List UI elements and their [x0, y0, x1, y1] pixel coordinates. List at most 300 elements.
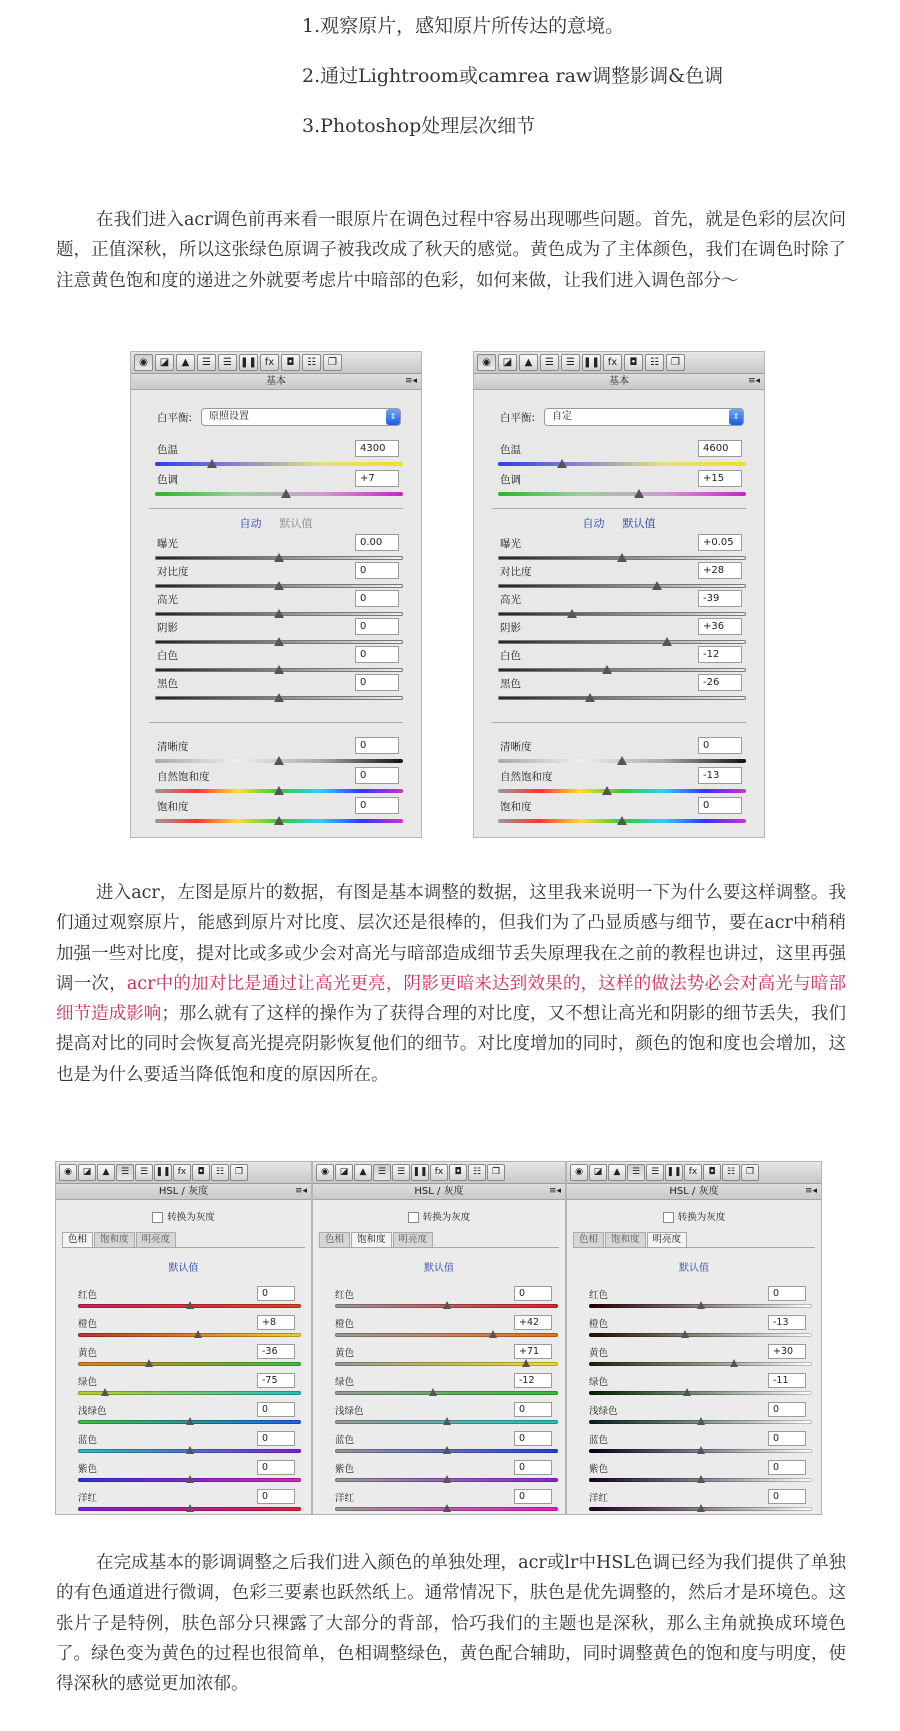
white-balance-select[interactable]	[544, 408, 744, 426]
magenta-slider[interactable]	[78, 1490, 301, 1515]
hsl-panel-luminance	[566, 1161, 822, 1515]
clarity-label: 清晰度	[500, 741, 532, 753]
fx-icon[interactable]: fx	[603, 354, 622, 371]
tab-saturation[interactable]: 饱和度	[94, 1232, 135, 1247]
temperature-slider[interactable]	[155, 442, 403, 472]
tint-label: 色调	[500, 474, 521, 486]
shadows-label: 阴影	[500, 622, 521, 634]
step-1: 1.观察原片，感知原片所传达的意境。	[302, 15, 625, 37]
purple-value-input[interactable]: 0	[257, 1460, 295, 1475]
green-thumb[interactable]	[429, 1388, 437, 1396]
green-value-input[interactable]: -11	[768, 1373, 806, 1388]
tint-track[interactable]	[498, 492, 746, 496]
hsl-tabs	[319, 1232, 559, 1248]
snapshots-icon[interactable]: ❐	[230, 1164, 248, 1181]
green-slider[interactable]	[589, 1374, 812, 1403]
vibrance-value-input[interactable]: -13	[698, 767, 742, 784]
aqua-label: 浅绿色	[589, 1406, 618, 1417]
highlights-label: 高光	[500, 594, 521, 606]
contrast-highlight-text: acr中的加对比是通过让高光更亮，阴影更暗来达到效果的，这样的做法势必会对高光与暗部细节造成影响	[56, 973, 846, 1025]
highlights-track[interactable]	[498, 612, 746, 616]
detail-icon[interactable]: ▲	[608, 1164, 626, 1181]
hsl-icon[interactable]: ☰	[627, 1164, 645, 1181]
exposure-value-input[interactable]: 0.00	[355, 534, 399, 551]
tone-curve-icon[interactable]: ◪	[78, 1164, 96, 1181]
exposure-label: 曝光	[500, 538, 521, 550]
green-slider[interactable]	[335, 1374, 558, 1403]
shadows-value-input[interactable]: 0	[355, 618, 399, 635]
highlights-thumb[interactable]	[567, 609, 577, 618]
white-balance-row	[500, 408, 744, 426]
red-value-input[interactable]: 0	[768, 1286, 806, 1301]
aperture-icon[interactable]: ◉	[316, 1164, 334, 1181]
blue-thumb[interactable]	[697, 1446, 705, 1454]
green-track[interactable]	[78, 1391, 301, 1395]
purple-value-input[interactable]: 0	[514, 1460, 552, 1475]
yellow-value-input[interactable]: -36	[257, 1344, 295, 1359]
temperature-label: 色温	[157, 444, 178, 456]
shadows-value-input[interactable]: +36	[698, 618, 742, 635]
tint-thumb[interactable]	[634, 489, 644, 498]
saturation-label: 饱和度	[157, 801, 189, 813]
lens-icon[interactable]: ❚❚	[665, 1164, 683, 1181]
saturation-value-input[interactable]: 0	[698, 797, 742, 814]
tab-saturation[interactable]: 饱和度	[351, 1232, 392, 1247]
saturation-label: 饱和度	[500, 801, 532, 813]
green-track[interactable]	[589, 1391, 812, 1395]
orange-value-input[interactable]: -13	[768, 1315, 806, 1330]
temperature-thumb[interactable]	[557, 459, 567, 468]
clarity-value-input[interactable]: 0	[355, 737, 399, 754]
exposure-thumb[interactable]	[617, 553, 627, 562]
tint-thumb[interactable]	[281, 489, 291, 498]
orange-slider[interactable]	[335, 1316, 558, 1345]
magenta-slider[interactable]	[335, 1490, 558, 1515]
convert-grayscale-checkbox[interactable]	[313, 1209, 565, 1223]
blacks-slider[interactable]	[498, 676, 746, 706]
blue-slider[interactable]	[589, 1432, 812, 1461]
split-toning-icon[interactable]: ☰	[218, 354, 237, 371]
camera-calibration-icon[interactable]: ◘	[624, 354, 643, 371]
saturation-slider[interactable]	[155, 799, 403, 829]
red-value-input[interactable]: 0	[257, 1286, 295, 1301]
contrast-label: 对比度	[157, 566, 189, 578]
orange-thumb[interactable]	[681, 1330, 689, 1338]
whites-thumb[interactable]	[274, 665, 284, 674]
clarity-value-input[interactable]: 0	[698, 737, 742, 754]
panel-title	[474, 374, 764, 390]
step-2: 2.通过Lightroom或camrea raw调整影调&色调	[302, 65, 724, 87]
aqua-label: 浅绿色	[78, 1406, 107, 1417]
acr-basic-panel-original	[130, 351, 422, 838]
orange-thumb[interactable]	[489, 1330, 497, 1338]
green-track[interactable]	[335, 1391, 558, 1395]
blacks-thumb[interactable]	[274, 693, 284, 702]
orange-value-input[interactable]: +42	[514, 1315, 552, 1330]
vibrance-thumb[interactable]	[602, 786, 612, 795]
yellow-slider[interactable]	[589, 1345, 812, 1374]
blacks-value-input[interactable]: 0	[355, 674, 399, 691]
magenta-thumb[interactable]	[186, 1504, 194, 1512]
clarity-slider[interactable]	[498, 739, 746, 769]
aqua-thumb[interactable]	[443, 1417, 451, 1425]
contrast-paragraph	[56, 878, 846, 1090]
orange-label: 橙色	[589, 1319, 609, 1330]
red-slider[interactable]	[335, 1287, 558, 1316]
highlights-thumb[interactable]	[274, 609, 284, 618]
hsl-icon[interactable]: ☰	[540, 354, 559, 371]
temperature-value-input[interactable]: 4600	[698, 440, 742, 457]
green-thumb[interactable]	[101, 1388, 109, 1396]
aqua-value-input[interactable]: 0	[257, 1402, 295, 1417]
panel-title-text: HSL / 灰度	[158, 1186, 209, 1197]
contrast-track[interactable]	[498, 584, 746, 588]
lens-icon[interactable]: ❚❚	[154, 1164, 172, 1181]
blacks-slider[interactable]	[155, 676, 403, 706]
convert-grayscale-checkbox[interactable]	[56, 1209, 311, 1223]
blacks-label: 黑色	[157, 678, 178, 690]
contrast-text-a: 进入acr，左图是原片的数据，有图是基本调整的数据，这里我来说明一下为什么要这样调整。我们通过观察原片，能感到原片对比度、层次还是很棒的，但我们为了凸显质感与细节，要在acr中稍稍加强一些对比度，提对比或多或少会对高光与暗部造成细节丢失原理我在之前的教程也讲过，这里再强调一次，	[56, 883, 846, 994]
purple-value-input[interactable]: 0	[768, 1460, 806, 1475]
tab-luminance[interactable]: 明亮度	[136, 1232, 177, 1247]
temperature-slider[interactable]	[498, 442, 746, 472]
yellow-track[interactable]	[589, 1362, 812, 1366]
lens-icon[interactable]: ❚❚	[582, 354, 601, 371]
snapshots-icon[interactable]: ❐	[666, 354, 685, 371]
vibrance-label: 自然饱和度	[500, 771, 553, 783]
hsl-panel-hue	[55, 1161, 312, 1515]
tint-value-input[interactable]: +7	[355, 470, 399, 487]
split-toning-icon[interactable]: ☰	[135, 1164, 153, 1181]
panel-title	[313, 1184, 565, 1200]
saturation-slider[interactable]	[498, 799, 746, 829]
purple-thumb[interactable]	[697, 1475, 705, 1483]
magenta-value-input[interactable]: 0	[514, 1489, 552, 1504]
presets-icon[interactable]: ☷	[302, 354, 321, 371]
exposure-thumb[interactable]	[274, 553, 284, 562]
red-thumb[interactable]	[186, 1301, 194, 1309]
panel-menu-icon[interactable]: ≡◂	[404, 376, 417, 386]
temperature-track[interactable]	[498, 462, 746, 466]
lens-icon[interactable]: ❚❚	[239, 354, 258, 371]
aqua-value-input[interactable]: 0	[768, 1402, 806, 1417]
orange-thumb[interactable]	[194, 1330, 202, 1338]
purple-thumb[interactable]	[186, 1475, 194, 1483]
magenta-thumb[interactable]	[697, 1504, 705, 1512]
highlights-value-input[interactable]: -39	[698, 590, 742, 607]
yellow-thumb[interactable]	[145, 1359, 153, 1367]
hsl-icon[interactable]: ☰	[197, 354, 216, 371]
whites-value-input[interactable]: 0	[355, 646, 399, 663]
yellow-slider[interactable]	[78, 1345, 301, 1374]
panel-toolbar	[567, 1162, 821, 1184]
aqua-slider[interactable]	[589, 1403, 812, 1432]
convert-grayscale-checkbox[interactable]	[567, 1209, 821, 1223]
aqua-slider[interactable]	[335, 1403, 558, 1432]
presets-icon[interactable]: ☷	[722, 1164, 740, 1181]
purple-thumb[interactable]	[443, 1475, 451, 1483]
shadows-track[interactable]	[498, 640, 746, 644]
yellow-thumb[interactable]	[522, 1359, 530, 1367]
blue-slider[interactable]	[78, 1432, 301, 1461]
blue-value-input[interactable]: 0	[514, 1431, 552, 1446]
panel-menu-icon[interactable]: ≡◂	[548, 1186, 561, 1196]
magenta-value-input[interactable]: 0	[257, 1489, 295, 1504]
aperture-icon[interactable]: ◉	[570, 1164, 588, 1181]
temperature-thumb[interactable]	[207, 459, 217, 468]
split-toning-icon[interactable]: ☰	[561, 354, 580, 371]
panel-title	[567, 1184, 821, 1200]
tint-slider[interactable]	[498, 472, 746, 502]
tint-value-input[interactable]: +15	[698, 470, 742, 487]
chevron-updown-icon: ⇕	[386, 409, 400, 425]
yellow-thumb[interactable]	[730, 1359, 738, 1367]
default-button[interactable]: 默认值	[622, 517, 656, 530]
vibrance-slider[interactable]	[498, 769, 746, 799]
purple-slider[interactable]	[335, 1461, 558, 1490]
panel-menu-icon[interactable]: ≡◂	[294, 1186, 307, 1196]
contrast-label: 对比度	[500, 566, 532, 578]
checkbox-box[interactable]	[663, 1212, 674, 1223]
aperture-icon[interactable]: ◉	[59, 1164, 77, 1181]
tint-slider[interactable]	[155, 472, 403, 502]
camera-calibration-icon[interactable]: ◘	[192, 1164, 210, 1181]
default-button[interactable]: 默认值	[279, 517, 313, 530]
panel-title-text: 基本	[266, 376, 286, 387]
exposure-value-input[interactable]: +0.05	[698, 534, 742, 551]
contrast-thumb[interactable]	[274, 581, 284, 590]
tone-curve-icon[interactable]: ◪	[335, 1164, 353, 1181]
red-thumb[interactable]	[443, 1301, 451, 1309]
hsl-icon[interactable]: ☰	[116, 1164, 134, 1181]
section-divider	[492, 722, 746, 723]
aperture-icon[interactable]: ◉	[134, 354, 153, 371]
aqua-thumb[interactable]	[186, 1417, 194, 1425]
orange-label: 橙色	[335, 1319, 355, 1330]
panel-menu-icon[interactable]: ≡◂	[804, 1186, 817, 1196]
auto-default-row	[131, 515, 421, 531]
checkbox-box[interactable]	[408, 1212, 419, 1223]
magenta-slider[interactable]	[589, 1490, 812, 1515]
shadows-label: 阴影	[157, 622, 178, 634]
green-value-input[interactable]: -75	[257, 1373, 295, 1388]
temperature-label: 色温	[500, 444, 521, 456]
yellow-value-input[interactable]: +71	[514, 1344, 552, 1359]
clarity-thumb[interactable]	[274, 756, 284, 765]
purple-label: 紫色	[589, 1464, 609, 1475]
chevron-updown-icon: ⇕	[729, 409, 743, 425]
auto-default-row	[474, 515, 764, 531]
yellow-slider[interactable]	[335, 1345, 558, 1374]
section-divider	[149, 508, 403, 509]
exposure-label: 曝光	[157, 538, 178, 550]
yellow-label: 黄色	[78, 1348, 98, 1359]
fx-icon[interactable]: fx	[430, 1164, 448, 1181]
vibrance-slider[interactable]	[155, 769, 403, 799]
shadows-thumb[interactable]	[274, 637, 284, 646]
aqua-thumb[interactable]	[697, 1417, 705, 1425]
temperature-value-input[interactable]: 4300	[355, 440, 399, 457]
default-button[interactable]: 默认值	[679, 1263, 709, 1274]
orange-track[interactable]	[589, 1333, 812, 1337]
purple-slider[interactable]	[589, 1461, 812, 1490]
tab-hue[interactable]: 色相	[62, 1232, 93, 1247]
panel-menu-icon[interactable]: ≡◂	[747, 376, 760, 386]
blue-value-input[interactable]: 0	[768, 1431, 806, 1446]
section-divider	[492, 508, 746, 509]
blacks-thumb[interactable]	[585, 693, 595, 702]
orange-slider[interactable]	[589, 1316, 812, 1345]
whites-track[interactable]	[498, 668, 746, 672]
white-balance-select[interactable]	[201, 408, 401, 426]
magenta-label: 洋红	[589, 1493, 609, 1504]
vibrance-thumb[interactable]	[274, 786, 284, 795]
split-toning-icon[interactable]: ☰	[646, 1164, 664, 1181]
white-balance-row	[157, 408, 401, 426]
white-balance-value: 原照设置	[209, 411, 249, 422]
whites-value-input[interactable]: -12	[698, 646, 742, 663]
clarity-slider[interactable]	[155, 739, 403, 769]
camera-calibration-icon[interactable]: ◘	[449, 1164, 467, 1181]
temperature-track[interactable]	[155, 462, 403, 466]
green-label: 绿色	[78, 1377, 98, 1388]
saturation-value-input[interactable]: 0	[355, 797, 399, 814]
snapshots-icon[interactable]: ❐	[323, 354, 342, 371]
aqua-value-input[interactable]: 0	[514, 1402, 552, 1417]
blue-thumb[interactable]	[186, 1446, 194, 1454]
tab-saturation[interactable]: 饱和度	[605, 1232, 646, 1247]
magenta-label: 洋红	[335, 1493, 355, 1504]
highlights-value-input[interactable]: 0	[355, 590, 399, 607]
saturation-thumb[interactable]	[274, 816, 284, 825]
snapshots-icon[interactable]: ❐	[487, 1164, 505, 1181]
aqua-slider[interactable]	[78, 1403, 301, 1432]
panel-title-text: HSL / 灰度	[414, 1186, 464, 1197]
highlights-label: 高光	[157, 594, 178, 606]
presets-icon[interactable]: ☷	[645, 354, 664, 371]
red-value-input[interactable]: 0	[514, 1286, 552, 1301]
tab-hue[interactable]: 色相	[319, 1232, 350, 1247]
detail-icon[interactable]: ▲	[354, 1164, 372, 1181]
blacks-value-input[interactable]: -26	[698, 674, 742, 691]
camera-calibration-icon[interactable]: ◘	[281, 354, 300, 371]
steps-list	[302, 14, 723, 164]
fx-icon[interactable]: fx	[684, 1164, 702, 1181]
contrast-value-input[interactable]: 0	[355, 562, 399, 579]
blue-slider[interactable]	[335, 1432, 558, 1461]
blacks-label: 黑色	[500, 678, 521, 690]
orange-track[interactable]	[335, 1333, 558, 1337]
purple-label: 紫色	[78, 1464, 98, 1475]
auto-button[interactable]: 自动	[239, 517, 262, 530]
contrast-thumb[interactable]	[652, 581, 662, 590]
convert-grayscale-label: 转换为灰度	[677, 1212, 726, 1223]
magenta-value-input[interactable]: 0	[768, 1489, 806, 1504]
whites-thumb[interactable]	[602, 665, 612, 674]
vibrance-value-input[interactable]: 0	[355, 767, 399, 784]
panel-title	[131, 374, 421, 390]
blacks-track[interactable]	[498, 696, 746, 700]
auto-button[interactable]: 自动	[582, 517, 605, 530]
tone-curve-icon[interactable]: ◪	[589, 1164, 607, 1181]
green-label: 绿色	[335, 1377, 355, 1388]
presets-icon[interactable]: ☷	[211, 1164, 229, 1181]
detail-icon[interactable]: ▲	[519, 354, 538, 371]
orange-value-input[interactable]: +8	[257, 1315, 295, 1330]
panel-title-text: 基本	[609, 376, 629, 387]
yellow-value-input[interactable]: +30	[768, 1344, 806, 1359]
tab-luminance[interactable]: 明亮度	[647, 1232, 688, 1247]
hsl-icon[interactable]: ☰	[373, 1164, 391, 1181]
red-label: 红色	[78, 1290, 98, 1301]
hsl-tabs	[62, 1232, 305, 1248]
shadows-thumb[interactable]	[662, 637, 672, 646]
tone-curve-icon[interactable]: ◪	[498, 354, 517, 371]
checkbox-box[interactable]	[152, 1212, 163, 1223]
orange-track[interactable]	[78, 1333, 301, 1337]
red-slider[interactable]	[589, 1287, 812, 1316]
red-thumb[interactable]	[697, 1301, 705, 1309]
blue-label: 蓝色	[589, 1435, 609, 1446]
saturation-thumb[interactable]	[617, 816, 627, 825]
split-toning-icon[interactable]: ☰	[392, 1164, 410, 1181]
purple-slider[interactable]	[78, 1461, 301, 1490]
orange-slider[interactable]	[78, 1316, 301, 1345]
presets-icon[interactable]: ☷	[468, 1164, 486, 1181]
magenta-thumb[interactable]	[443, 1504, 451, 1512]
yellow-track[interactable]	[78, 1362, 301, 1366]
tab-luminance[interactable]: 明亮度	[393, 1232, 434, 1247]
green-value-input[interactable]: -12	[514, 1373, 552, 1388]
detail-icon[interactable]: ▲	[176, 354, 195, 371]
magenta-label: 洋红	[78, 1493, 98, 1504]
fx-icon[interactable]: fx	[260, 354, 279, 371]
fx-icon[interactable]: fx	[173, 1164, 191, 1181]
white-balance-value: 自定	[552, 411, 572, 422]
blue-thumb[interactable]	[443, 1446, 451, 1454]
snapshots-icon[interactable]: ❐	[741, 1164, 759, 1181]
purple-label: 紫色	[335, 1464, 355, 1475]
lens-icon[interactable]: ❚❚	[411, 1164, 429, 1181]
clarity-thumb[interactable]	[617, 756, 627, 765]
camera-calibration-icon[interactable]: ◘	[703, 1164, 721, 1181]
section-divider	[149, 722, 403, 723]
panel-toolbar	[131, 352, 421, 374]
detail-icon[interactable]: ▲	[97, 1164, 115, 1181]
panel-toolbar	[313, 1162, 565, 1184]
vibrance-track[interactable]	[498, 789, 746, 793]
tone-curve-icon[interactable]: ◪	[155, 354, 174, 371]
green-thumb[interactable]	[683, 1388, 691, 1396]
tint-track[interactable]	[155, 492, 403, 496]
whites-label: 白色	[500, 650, 521, 662]
default-button[interactable]: 默认值	[424, 1263, 454, 1274]
acr-basic-panel-adjusted	[473, 351, 765, 838]
white-balance-label: 白平衡:	[500, 412, 536, 424]
default-button[interactable]: 默认值	[168, 1263, 199, 1274]
contrast-value-input[interactable]: +28	[698, 562, 742, 579]
blue-value-input[interactable]: 0	[257, 1431, 295, 1446]
red-slider[interactable]	[78, 1287, 301, 1316]
green-slider[interactable]	[78, 1374, 301, 1403]
orange-label: 橙色	[78, 1319, 98, 1330]
tab-hue[interactable]: 色相	[573, 1232, 604, 1247]
blue-label: 蓝色	[78, 1435, 98, 1446]
aperture-icon[interactable]: ◉	[477, 354, 496, 371]
red-label: 红色	[335, 1290, 355, 1301]
whites-label: 白色	[157, 650, 178, 662]
convert-grayscale-label: 转换为灰度	[167, 1212, 215, 1223]
